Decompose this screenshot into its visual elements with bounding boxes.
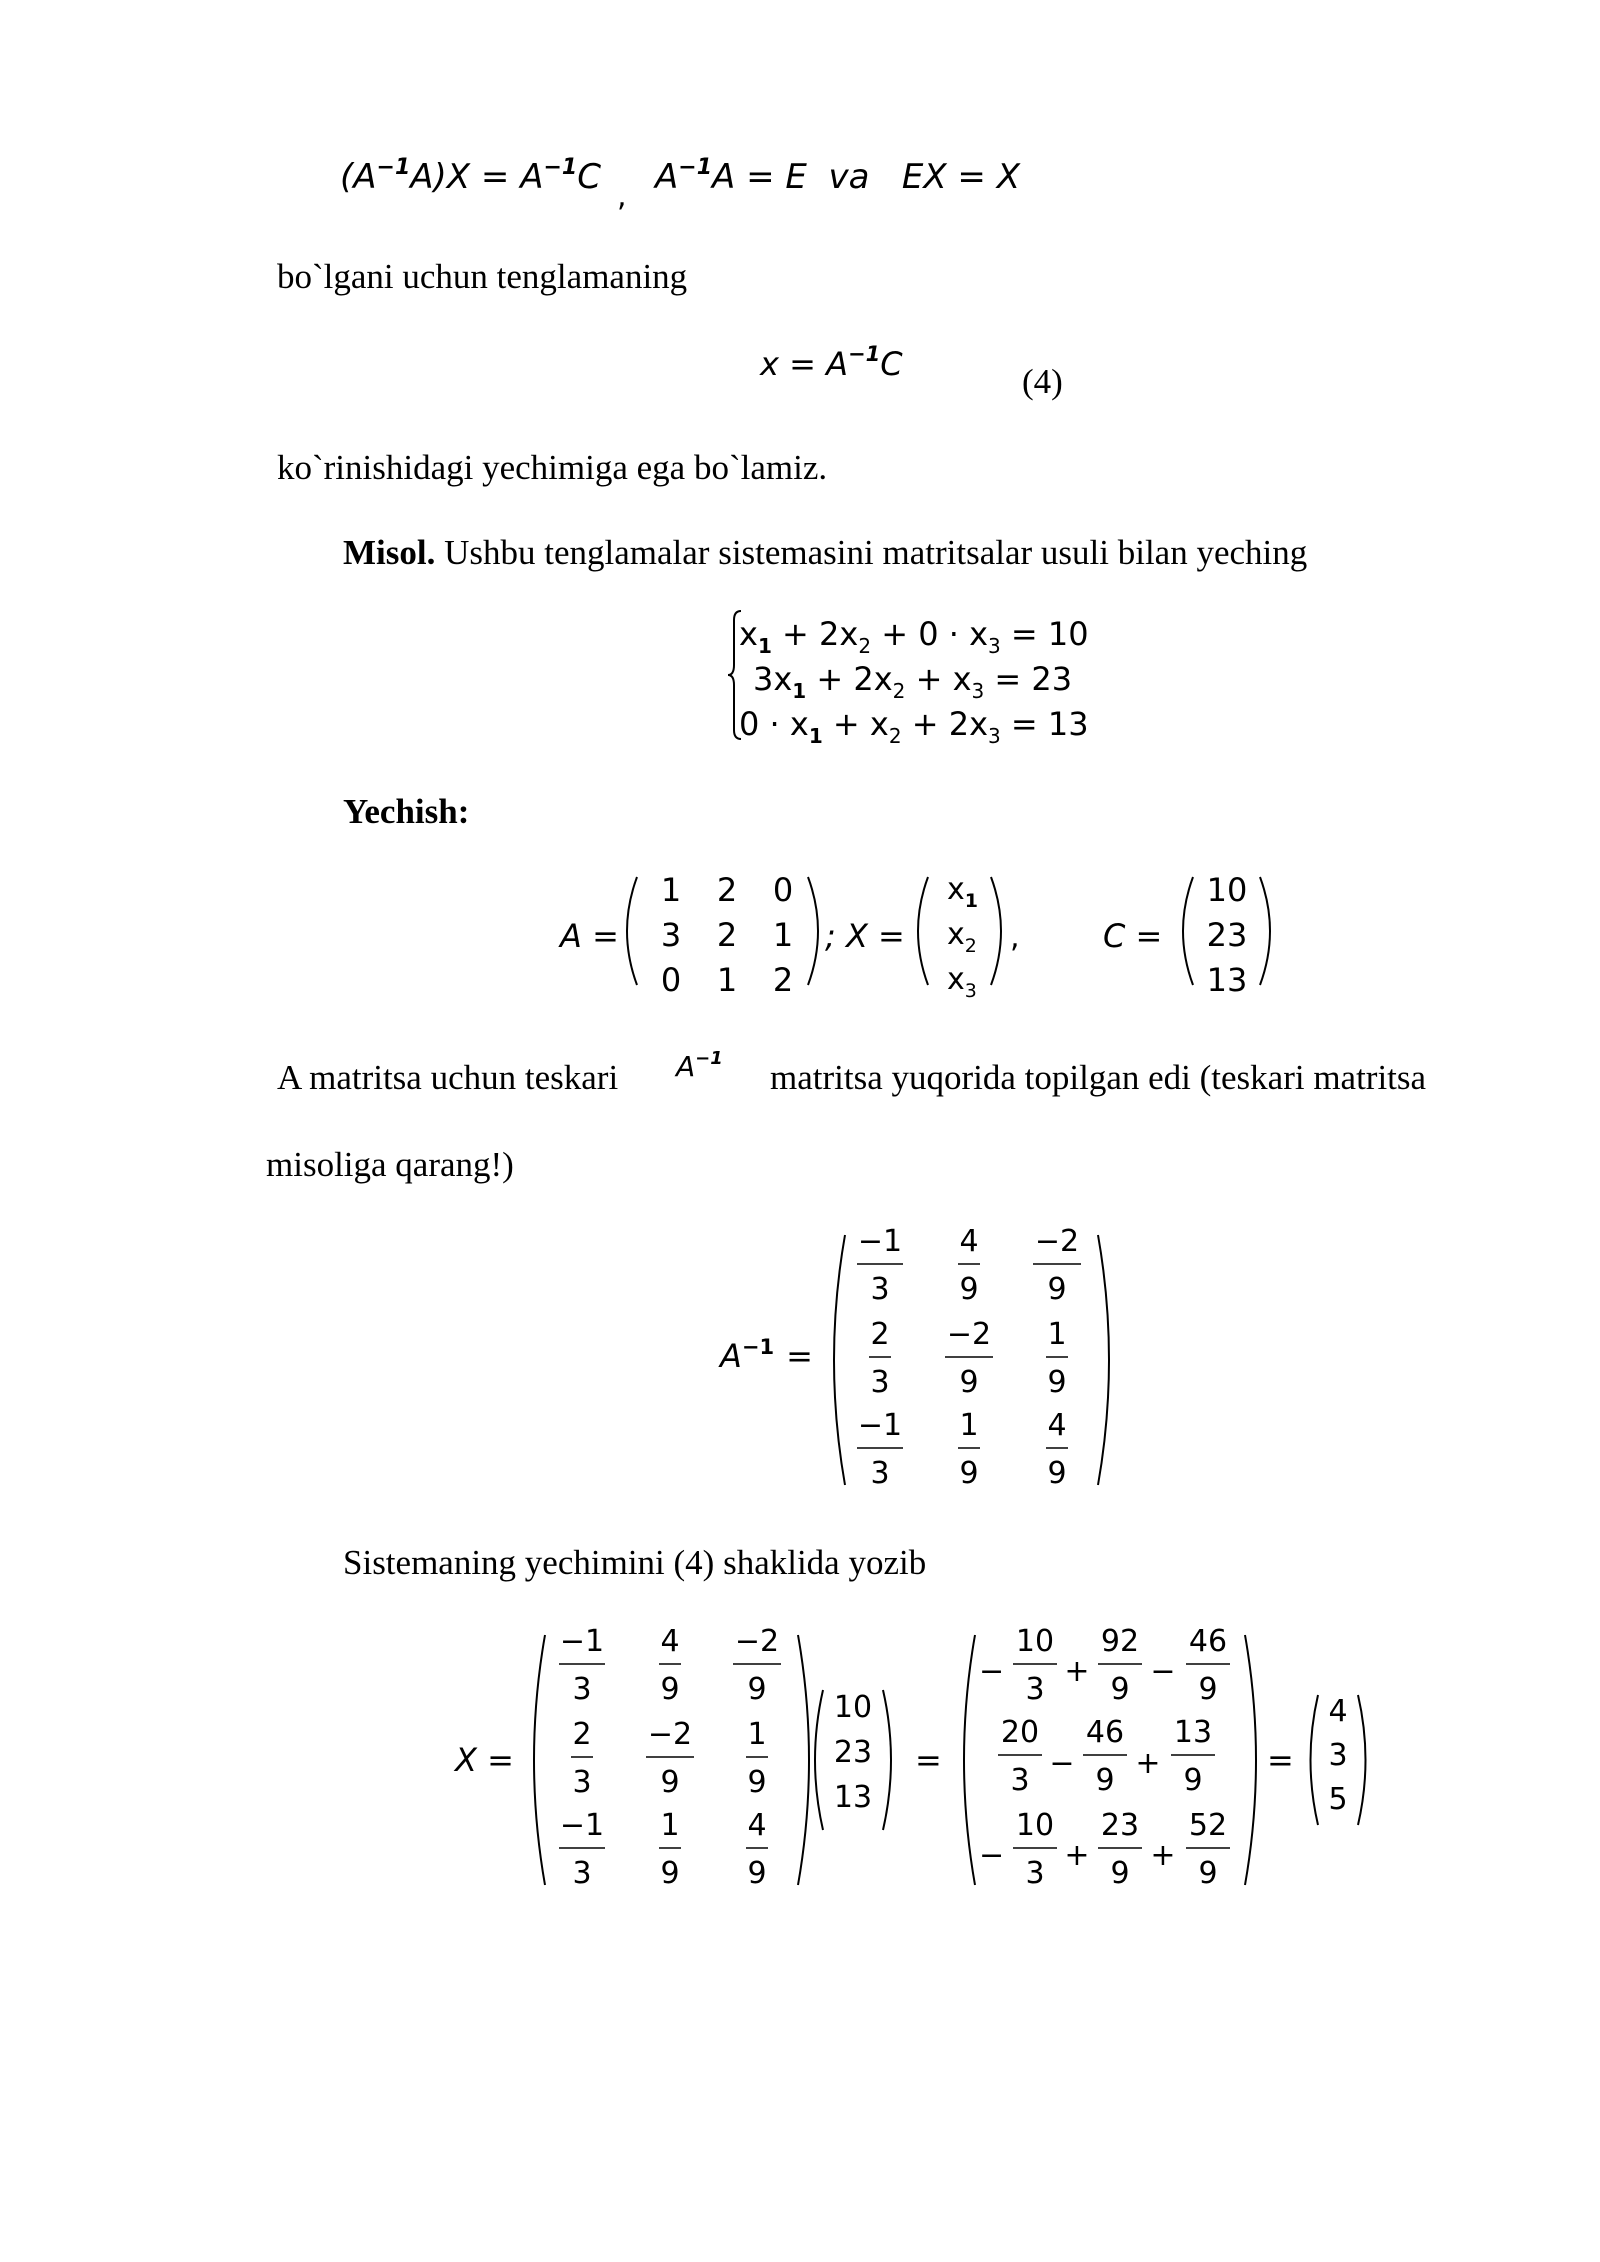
svg-text:9: 9 xyxy=(660,1672,680,1707)
svg-text:52: 52 xyxy=(1188,1808,1228,1843)
svg-text:9: 9 xyxy=(959,1456,979,1491)
formula-inverse-product xyxy=(330,140,1050,215)
svg-text:9: 9 xyxy=(1047,1272,1067,1307)
svg-text:0: 0 xyxy=(772,871,794,909)
equation-number: (4) xyxy=(1022,362,1063,401)
svg-text:46: 46 xyxy=(1188,1624,1228,1659)
svg-text:92: 92 xyxy=(1100,1624,1140,1659)
matrices-definition xyxy=(555,865,1295,1000)
example-text: Ushbu tenglamalar sistemasini matritsalar usuli bilan yeching xyxy=(435,533,1308,572)
svg-text:9: 9 xyxy=(1110,1856,1130,1891)
inverse-sentence-end: matritsa yuqorida topilgan edi (teskari matritsa xyxy=(770,1058,1427,1097)
svg-text:−2: −2 xyxy=(734,1624,780,1659)
svg-text:10: 10 xyxy=(1206,871,1248,909)
svg-text:13: 13 xyxy=(833,1780,873,1815)
svg-text:4: 4 xyxy=(1328,1694,1348,1729)
svg-text:2: 2 xyxy=(772,961,794,999)
svg-text:20: 20 xyxy=(1000,1715,1040,1750)
svg-text:−2: −2 xyxy=(1034,1224,1080,1259)
svg-text:+: + xyxy=(1135,1746,1161,1781)
svg-text:13: 13 xyxy=(1173,1715,1213,1750)
svg-text:1: 1 xyxy=(1047,1317,1067,1352)
svg-text:9: 9 xyxy=(1198,1856,1218,1891)
system-row-3: $0 \cdot x_1 + x_2 + 2x_3 = 13$ xyxy=(739,705,1089,748)
svg-text:−: − xyxy=(979,1654,1005,1689)
svg-text:,: , xyxy=(1010,920,1020,955)
svg-text:9: 9 xyxy=(1047,1365,1067,1400)
svg-text:23: 23 xyxy=(1100,1808,1140,1843)
svg-text:3: 3 xyxy=(870,1365,890,1400)
svg-text:−1: −1 xyxy=(559,1808,605,1843)
svg-text:; X =: ; X = xyxy=(825,917,905,955)
svg-text:−1: −1 xyxy=(559,1624,605,1659)
formula-solution-x xyxy=(755,335,955,395)
inverse-sentence-line2: misoliga qarang!) xyxy=(266,1145,514,1184)
text-line-1: bo`lgani uchun tenglamaning xyxy=(277,257,688,296)
svg-text:3: 3 xyxy=(870,1272,890,1307)
svg-text:23: 23 xyxy=(833,1735,873,1770)
final-computation xyxy=(445,1615,1390,1905)
inverse-matrix xyxy=(715,1215,1115,1505)
svg-text:X =: X = xyxy=(455,1741,514,1779)
inverse-sentence-start: A matritsa uchun teskari xyxy=(277,1058,619,1097)
svg-text:9: 9 xyxy=(1183,1763,1203,1798)
svg-text:1: 1 xyxy=(660,1808,680,1843)
svg-text:−: − xyxy=(1150,1654,1176,1689)
svg-text:3: 3 xyxy=(572,1856,592,1891)
svg-text:9: 9 xyxy=(1095,1763,1115,1798)
svg-text:9: 9 xyxy=(660,1765,680,1800)
svg-text:9: 9 xyxy=(747,1672,767,1707)
svg-text:10: 10 xyxy=(833,1690,873,1725)
svg-text:3: 3 xyxy=(572,1765,592,1800)
svg-text:1: 1 xyxy=(772,916,794,954)
system-row-1: $x_1 + 2x_2 + 0 \cdot x_3 = 10$ xyxy=(739,615,1089,658)
svg-text:−: − xyxy=(1049,1746,1075,1781)
svg-text:x1: $x_1$ xyxy=(947,872,978,912)
svg-text:2: 2 xyxy=(870,1317,890,1352)
svg-text:,: , xyxy=(617,179,627,214)
svg-text:x2: $x_2$ xyxy=(947,917,977,957)
svg-text:2: 2 xyxy=(572,1717,592,1752)
svg-text:x = A−1C: $x = A^{-1}C$ xyxy=(760,342,903,383)
svg-text:3: 3 xyxy=(1010,1763,1030,1798)
svg-text:23: 23 xyxy=(1206,916,1248,954)
svg-text:3: 3 xyxy=(1025,1856,1045,1891)
svg-text:4: 4 xyxy=(747,1808,767,1843)
svg-text:1: 1 xyxy=(660,871,682,909)
svg-text:3: 3 xyxy=(1328,1738,1348,1773)
svg-text:3: 3 xyxy=(1025,1672,1045,1707)
text-line-2: ko`rinishidagi yechimiga ega bo`lamiz. xyxy=(277,448,828,487)
system-row-2: $3x_1 + 2x_2 + x_3 = 23$ xyxy=(753,660,1073,703)
svg-text:+: + xyxy=(1150,1838,1176,1873)
svg-text:=: = xyxy=(1267,1741,1294,1779)
svg-text:5: 5 xyxy=(1328,1782,1348,1817)
equation-system xyxy=(725,605,1125,750)
svg-text:(A−1A)X = A−1C: $(A^{-1}A)X = A^{-1}C$ xyxy=(340,155,601,197)
svg-text:46: 46 xyxy=(1085,1715,1125,1750)
svg-text:−1: −1 xyxy=(857,1408,903,1443)
svg-text:+: + xyxy=(1064,1838,1090,1873)
svg-text:C =: C = xyxy=(1103,917,1163,955)
svg-text:3: 3 xyxy=(572,1672,592,1707)
svg-text:2: 2 xyxy=(716,916,738,954)
svg-text:10: 10 xyxy=(1015,1624,1055,1659)
solution-sentence: Sistemaning yechimini (4) shaklida yozib xyxy=(343,1543,927,1582)
svg-text:9: 9 xyxy=(1198,1672,1218,1707)
svg-text:9: 9 xyxy=(959,1365,979,1400)
svg-text:+: + xyxy=(1064,1654,1090,1689)
svg-text:0: 0 xyxy=(660,961,682,999)
svg-text:A =: A = xyxy=(560,917,619,955)
svg-text:1: 1 xyxy=(716,961,738,999)
svg-text:9: 9 xyxy=(747,1856,767,1891)
svg-text:9: 9 xyxy=(747,1765,767,1800)
svg-text:4: 4 xyxy=(660,1624,680,1659)
svg-text:−1: −1 xyxy=(857,1224,903,1259)
svg-text:2: 2 xyxy=(716,871,738,909)
svg-text:A−1A = E va EX = X: $A^{-1}A = E$ va EX = X xyxy=(655,155,1021,197)
svg-text:−2: −2 xyxy=(647,1717,693,1752)
svg-text:4: 4 xyxy=(959,1224,979,1259)
svg-text:=: = xyxy=(915,1741,942,1779)
svg-text:9: 9 xyxy=(1047,1456,1067,1491)
svg-text:A−1=: $A^{-1}$ = xyxy=(720,1335,813,1375)
svg-text:3: 3 xyxy=(660,916,682,954)
svg-text:−: − xyxy=(979,1838,1005,1873)
example-paragraph xyxy=(343,533,1307,573)
svg-text:3: 3 xyxy=(870,1456,890,1491)
svg-text:9: 9 xyxy=(1110,1672,1130,1707)
svg-text:−2: −2 xyxy=(946,1317,992,1352)
solution-label: Yechish: xyxy=(343,792,470,831)
svg-text:4: 4 xyxy=(1047,1408,1067,1443)
example-label: Misol. xyxy=(343,533,436,572)
svg-text:1: 1 xyxy=(959,1408,979,1443)
inverse-symbol-inline xyxy=(672,1040,752,1090)
svg-text:9: 9 xyxy=(959,1272,979,1307)
svg-text:A−1: $A^{-1}$ xyxy=(676,1048,723,1083)
svg-text:10: 10 xyxy=(1015,1808,1055,1843)
svg-text:9: 9 xyxy=(660,1856,680,1891)
svg-text:1: 1 xyxy=(747,1717,767,1752)
svg-text:x3: $x_3$ xyxy=(947,962,977,1000)
svg-text:13: 13 xyxy=(1206,961,1248,999)
